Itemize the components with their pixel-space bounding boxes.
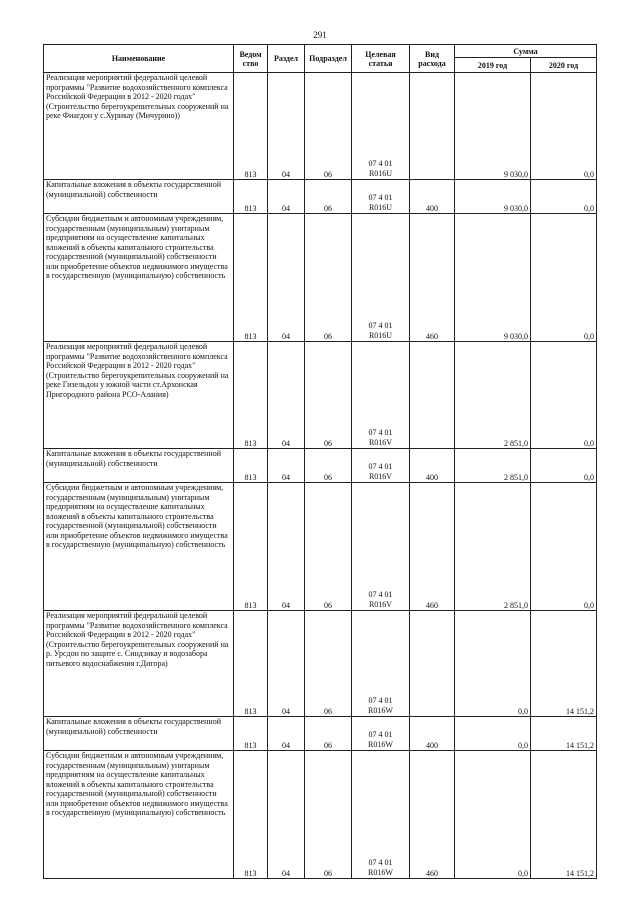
row-name: Реализация мероприятий федеральной целевой программы "Развитие водохозяйственного комплекса Российской Федерации в 2012 - 2020 годах" (Строительство берегоукрепительных сооружений на реке Гизельдон у южной части ст.Архонская Пригородного района РСО-Алания) bbox=[44, 342, 234, 449]
row-vedomstvo: 813 bbox=[234, 180, 268, 214]
table-row bbox=[44, 180, 597, 214]
header-2019: 2019 год bbox=[455, 58, 531, 73]
table-body bbox=[44, 73, 597, 879]
row-statya: 07 4 01 R016W bbox=[352, 717, 410, 751]
row-podrazdel: 06 bbox=[305, 717, 352, 751]
header-name: Наименование bbox=[44, 45, 234, 73]
row-vid: 400 bbox=[410, 180, 455, 214]
row-statya: 07 4 01 R016V bbox=[352, 342, 410, 449]
row-podrazdel: 06 bbox=[305, 214, 352, 342]
row-statya: 07 4 01 R016W bbox=[352, 611, 410, 717]
row-statya: 07 4 01 R016V bbox=[352, 483, 410, 611]
row-amount-2019: 2 851,0 bbox=[455, 483, 531, 611]
header-statya: Целевая статья bbox=[352, 45, 410, 73]
row-amount-2020: 0,0 bbox=[531, 73, 597, 180]
row-vid: 400 bbox=[410, 717, 455, 751]
row-vedomstvo: 813 bbox=[234, 449, 268, 483]
row-amount-2020: 14 151,2 bbox=[531, 751, 597, 879]
row-amount-2020: 14 151,2 bbox=[531, 717, 597, 751]
row-amount-2019: 2 851,0 bbox=[455, 342, 531, 449]
row-vedomstvo: 813 bbox=[234, 214, 268, 342]
table-row bbox=[44, 342, 597, 449]
row-razdel: 04 bbox=[268, 73, 305, 180]
row-name: Капитальные вложения в объекты государственной (муниципальной) собственности bbox=[44, 180, 234, 214]
row-podrazdel: 06 bbox=[305, 180, 352, 214]
row-amount-2020: 0,0 bbox=[531, 342, 597, 449]
row-amount-2019: 0,0 bbox=[455, 751, 531, 879]
row-amount-2019: 9 030,0 bbox=[455, 214, 531, 342]
row-name: Реализация мероприятий федеральной целевой программы "Развитие водохозяйственного комплекса Российской Федерации в 2012 - 2020 годах" (Строительство берегоукрепительных сооружений на р. Урсдон по защите с. Синдзикау и водозабора питьевого водоснабжения г.Дигора) bbox=[44, 611, 234, 717]
row-name: Капитальные вложения в объекты государственной (муниципальной) собственности bbox=[44, 449, 234, 483]
row-amount-2019: 0,0 bbox=[455, 717, 531, 751]
row-amount-2020: 14 151,2 bbox=[531, 611, 597, 717]
header-2020: 2020 год bbox=[531, 58, 597, 73]
row-vid bbox=[410, 73, 455, 180]
table-row bbox=[44, 611, 597, 717]
header-podrazdel: Подраздел bbox=[305, 45, 352, 73]
row-podrazdel: 06 bbox=[305, 483, 352, 611]
row-name: Субсидии бюджетным и автономным учреждениям, государственным (муниципальным) унитарным предприятиям на осуществление капитальных вложений в объекты капитального строительства государственной (муниципальной) собственности или приобретение объектов недвижимого имущества в государственную (муниципальную) собственность bbox=[44, 214, 234, 342]
row-name: Субсидии бюджетным и автономным учреждениям, государственным (муниципальным) унитарным предприятиям на осуществление капитальных вложений в объекты капитального строительства государственной (муниципальной) собственности или приобретение объектов недвижимого имущества в государственную (муниципальную) собственность bbox=[44, 483, 234, 611]
page-number: 291 bbox=[313, 30, 327, 40]
budget-table bbox=[43, 44, 597, 879]
row-name: Реализация мероприятий федеральной целевой программы "Развитие водохозяйственного комплекса Российской Федерации в 2012 - 2020 годах" (Строительство берегоукрепительных сооружений на реке Фиагдон у с.Хурикау (Мичурино)) bbox=[44, 73, 234, 180]
row-statya: 07 4 01 R016U bbox=[352, 180, 410, 214]
row-podrazdel: 06 bbox=[305, 449, 352, 483]
row-amount-2019: 0,0 bbox=[455, 611, 531, 717]
row-statya: 07 4 01 R016U bbox=[352, 214, 410, 342]
row-vedomstvo: 813 bbox=[234, 717, 268, 751]
row-podrazdel: 06 bbox=[305, 73, 352, 180]
row-amount-2019: 2 851,0 bbox=[455, 449, 531, 483]
header-razdel: Раздел bbox=[268, 45, 305, 73]
row-razdel: 04 bbox=[268, 751, 305, 879]
row-vedomstvo: 813 bbox=[234, 342, 268, 449]
row-amount-2019: 9 030,0 bbox=[455, 73, 531, 180]
row-vid: 460 bbox=[410, 751, 455, 879]
table-row bbox=[44, 449, 597, 483]
table-row bbox=[44, 483, 597, 611]
row-vid: 460 bbox=[410, 483, 455, 611]
row-vid bbox=[410, 611, 455, 717]
row-amount-2020: 0,0 bbox=[531, 214, 597, 342]
table-row bbox=[44, 751, 597, 879]
row-vedomstvo: 813 bbox=[234, 483, 268, 611]
row-statya: 07 4 01 R016W bbox=[352, 751, 410, 879]
row-vedomstvo: 813 bbox=[234, 611, 268, 717]
row-razdel: 04 bbox=[268, 180, 305, 214]
row-podrazdel: 06 bbox=[305, 611, 352, 717]
table-row bbox=[44, 717, 597, 751]
row-statya: 07 4 01 R016V bbox=[352, 449, 410, 483]
row-razdel: 04 bbox=[268, 717, 305, 751]
header-vedomstvo: Ведом ство bbox=[234, 45, 268, 73]
row-razdel: 04 bbox=[268, 449, 305, 483]
row-amount-2020: 0,0 bbox=[531, 449, 597, 483]
row-razdel: 04 bbox=[268, 342, 305, 449]
row-name: Капитальные вложения в объекты государственной (муниципальной) собственности bbox=[44, 717, 234, 751]
row-razdel: 04 bbox=[268, 214, 305, 342]
row-podrazdel: 06 bbox=[305, 751, 352, 879]
row-vedomstvo: 813 bbox=[234, 73, 268, 180]
row-amount-2019: 9 030,0 bbox=[455, 180, 531, 214]
header-vid: Вид расхода bbox=[410, 45, 455, 73]
table-row bbox=[44, 73, 597, 180]
row-statya: 07 4 01 R016U bbox=[352, 73, 410, 180]
row-razdel: 04 bbox=[268, 611, 305, 717]
row-podrazdel: 06 bbox=[305, 342, 352, 449]
row-vid bbox=[410, 342, 455, 449]
row-amount-2020: 0,0 bbox=[531, 180, 597, 214]
header-summa: Сумма bbox=[455, 45, 597, 58]
row-amount-2020: 0,0 bbox=[531, 483, 597, 611]
row-vedomstvo: 813 bbox=[234, 751, 268, 879]
row-vid: 400 bbox=[410, 449, 455, 483]
row-name: Субсидии бюджетным и автономным учреждениям, государственным (муниципальным) унитарным предприятиям на осуществление капитальных вложений в объекты капитального строительства государственной (муниципальной) собственности или приобретение объектов недвижимого имущества в государственную (муниципальную) собственность bbox=[44, 751, 234, 879]
row-vid: 460 bbox=[410, 214, 455, 342]
row-razdel: 04 bbox=[268, 483, 305, 611]
table-row bbox=[44, 214, 597, 342]
